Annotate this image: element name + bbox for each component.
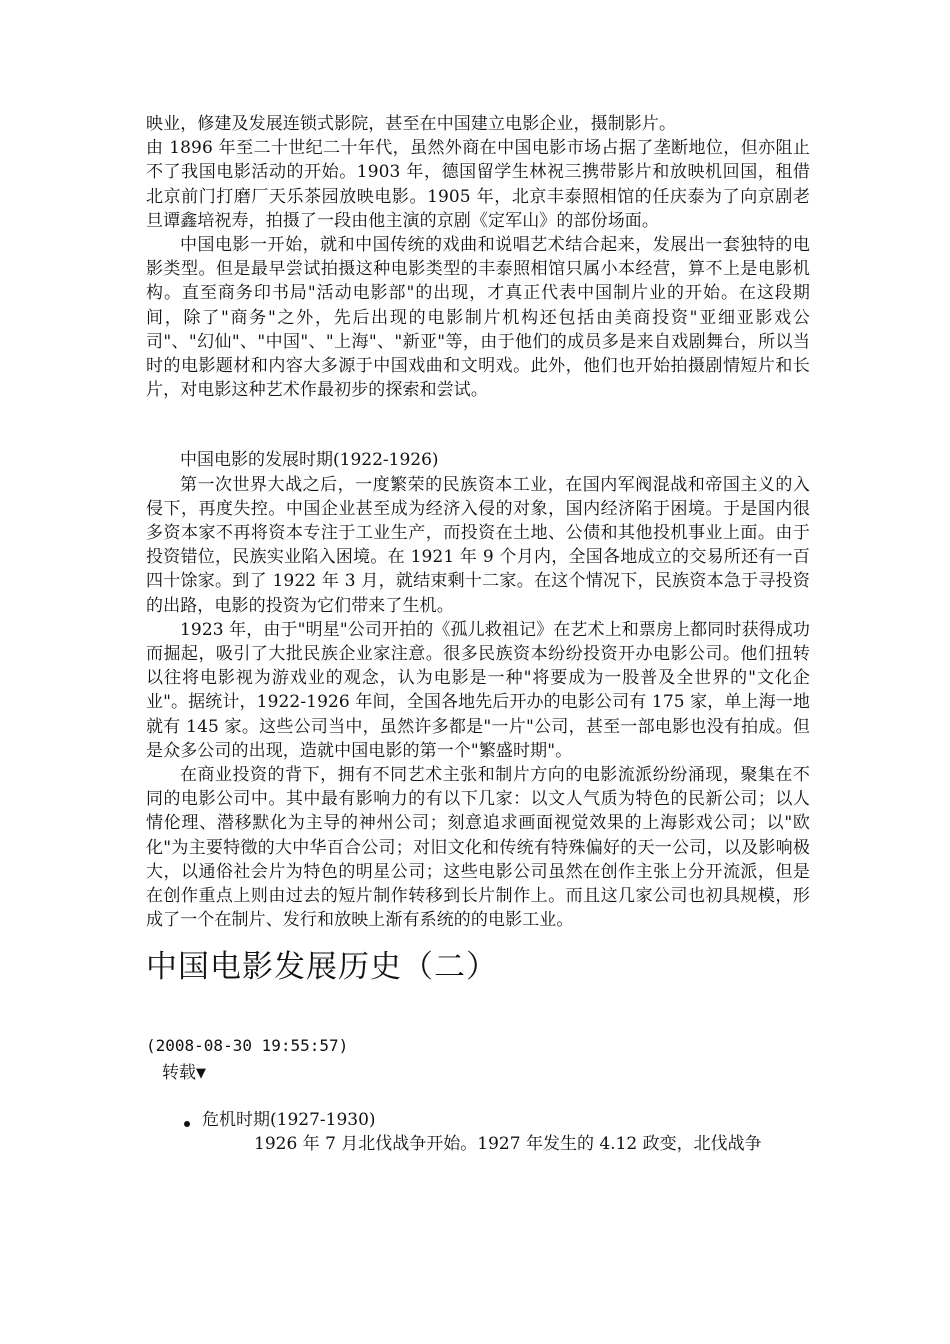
document-page (146, 112, 810, 1156)
repost-label: 转载 (162, 1062, 196, 1083)
triangle-down-icon: ▼ (196, 1065, 206, 1081)
bullet-icon (184, 1121, 190, 1127)
list-item-body: 1926 年 7 月北伐战争开始。1927 年发生的 4.12 政变，北伐战争 (254, 1133, 762, 1154)
section-paragraph-1: 第一次世界大战之后，一度繁荣的民族资本工业，在国内军阀混战和帝国主义的入侵下，再度失控。中国企业甚至成为经济入侵的对象，国内经济陷于困境。于是国内很多资本家不再将资本专注于工业生产，而投资在土地、公债和其他投机事业上面。由于投资错位，民族实业陷入困境。在 1921 年 9 个月内，全国各地成立的交易所还有一百四十馀家。到了 1922 年 3 月，就结束剩十二家。在这个情况下，民族资本急于寻投资的出路，电影的投资为它们带来了生机。 (146, 474, 810, 616)
paragraph-top-2: 由 1896 年至二十世纪二十年代，虽然外商在中国电影市场占据了垄断地位，但亦阻止不了我国电影活动的开始。1903 年，德国留学生林祝三携带影片和放映机回国，租借北京前门打磨厂天乐茶园放映电影。1905 年，北京丰泰照相馆的任庆泰为了向京剧老旦谭鑫培祝寿，拍摄了一段由他主演的京剧《定军山》的部份场面。 (146, 138, 810, 231)
article-heading: 中国电影发展历史（二） (146, 948, 498, 985)
period-list (184, 1108, 810, 1156)
paragraph-top-1: 映业，修建及发展连锁式影院，甚至在中国建立电影企业，摄制影片。 (146, 114, 677, 134)
list-item-title: 危机时期(1927-1930) (202, 1109, 376, 1130)
section-spacer (146, 402, 810, 448)
list-item (184, 1108, 810, 1156)
section-paragraph-3: 在商业投资的背下，拥有不同艺术主张和制片方向的电影流派纷纷涌现，聚集在不同的电影公司中。其中最有影响力的有以下几家：以文人气质为特色的民新公司；以人情伦理、潜移默化为主导的神州公司；刻意追求画面视觉效果的上海影戏公司；以"欧化"为主要特徵的大中华百合公司；对旧文化和传统有特殊偏好的天一公司，以及影响极大，以通俗社会片为特色的明星公司；这些电影公司虽然在创作主张上分开流派，但是在创作重点上则由过去的短片制作转移到长片制作上。而且这几家公司也初具规模，形成了一个在制片、发行和放映上渐有系统的的电影工业。 (146, 765, 810, 931)
post-timestamp: (2008-08-30 19:55:57) (146, 1035, 349, 1055)
paragraph-top-3: 中国电影一开始，就和中国传统的戏曲和说唱艺术结合起来，发展出一套独特的电影类型。但是最早尝试拍摄这种电影类型的丰泰照相馆只属小本经营，算不上是电影机构。直至商务印书局"活动电影部"的出现，才真正代表中国制片业的开始。在这段期间，除了"商务"之外，先后出现的电影制片机构还包括由美商投资"亚细亚影戏公司"、"幻仙"、"中国"、"上海"、"新亚"等，由于他们的成员多是来自戏剧舞台，所以当时的电影题材和内容大多源于中国戏曲和文明戏。此外，他们也开始拍摄剧情短片和长片，对电影这种艺术作最初步的探索和尝试。 (146, 235, 810, 401)
section-paragraph-2: 1923 年，由于"明星"公司开拍的《孤儿救祖记》在艺术上和票房上都同时获得成功而掘起，吸引了大批民族企业家注意。很多民族资本纷纷投资开办电影公司。他们扭转以往将电影视为游戏业的观念，认为电影是一种"将要成为一股普及全世界的"文化企业"。据统计，1922-1926 年间，全国各地先后开办的电影公司有 175 家，单上海一地就有 145 家。这些公司当中，虽然许多都是"一片"公司，甚至一部电影也没有拍成。但是众多公司的出现，造就中国电影的第一个"繁盛时期"。 (146, 619, 810, 761)
repost-toggle[interactable] (162, 1061, 810, 1086)
section-title: 中国电影的发展时期(1922-1926) (180, 450, 439, 471)
